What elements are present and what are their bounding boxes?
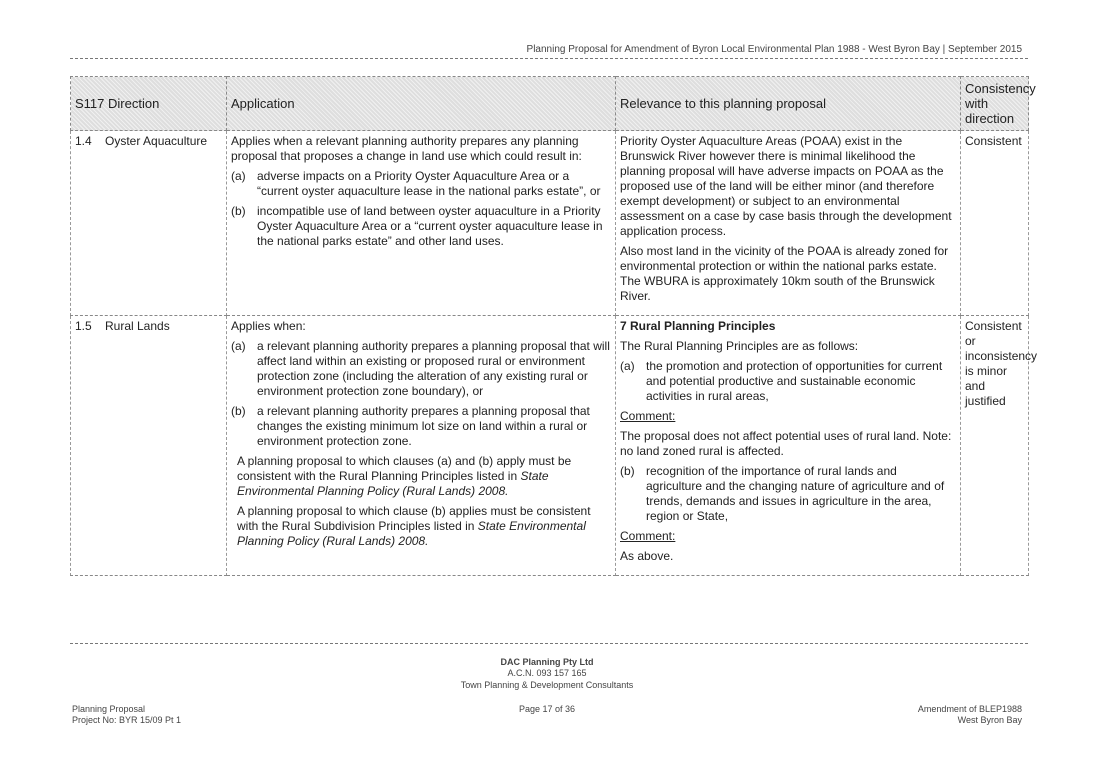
direction-number: 1.5 <box>75 319 92 333</box>
direction-number: 1.4 <box>75 134 92 148</box>
column-header-relevance: Relevance to this planning proposal <box>616 77 961 131</box>
list-item: (a) a relevant planning authority prepares a planning proposal that will affect land within an existing or proposed rural or environment protection zone (including the alteration of any existing rural or environment protection zone boundary), or <box>231 339 610 398</box>
footer-left-line1: Planning Proposal <box>72 704 146 714</box>
s117-direction-table <box>70 76 1038 576</box>
comment-text: The proposal does not affect potential uses of rural land. Note: no land zoned rural is affected. <box>620 429 952 458</box>
column-header-consistency: Consistency with direction <box>961 77 1029 131</box>
principles-intro: The Rural Planning Principles are as follows: <box>620 339 859 353</box>
footer-divider <box>70 643 1028 644</box>
page-number: Page 17 of 36 <box>518 704 576 714</box>
direction-name: Oyster Aquaculture <box>105 134 208 148</box>
application-intro: Applies when: <box>231 319 306 333</box>
table-header-row <box>71 77 1029 131</box>
header-divider <box>70 58 1028 59</box>
column-header-application: Application <box>227 77 616 131</box>
footer-acn: A.C.N. 093 157 165 <box>507 668 587 678</box>
footer-company: DAC Planning Pty Ltd <box>500 657 594 667</box>
footer-right-line1: Amendment of BLEP1988 <box>917 704 1022 714</box>
relevance-paragraph: Also most land in the vicinity of the POAA is already zoned for environmental protection or within the national parks estate. The WBURA is approximately 10km south of the Brunswick River. <box>620 244 949 303</box>
direction-cell <box>71 316 227 576</box>
list-item: (a) the promotion and protection of opportunities for current and potential productive and sustainable economic activities in rural areas, <box>620 359 943 403</box>
list-item: (b) recognition of the importance of rural lands and agriculture and the changing nature of agriculture and of trends, demands and issues in agriculture in the area, region or State, <box>620 464 945 523</box>
application-note: A planning proposal to which clause (b) applies must be consistent with the Rural Subdivision Principles listed in State Environmental Planning Policy (Rural Lands) 2008. <box>237 504 591 548</box>
footer-left-line2: Project No: BYR 15/09 Pt 1 <box>72 715 182 725</box>
comment-label: Comment: <box>620 529 676 543</box>
relevance-paragraph: Priority Oyster Aquaculture Areas (POAA) exist in the Brunswick River however there is minimal likelihood the planning proposal will have adverse impacts on POAA as the proposed use of the land will be either minor (and therefore exempt development) or subject to an environmental assessment on a case by case basis through the development application process. <box>620 134 952 238</box>
table-row <box>71 316 1029 576</box>
application-cell <box>227 131 616 316</box>
consistency-cell: Consistent or inconsistency is minor and justified <box>961 316 1029 576</box>
policy-citation: State Environmental Planning Policy (Rural Lands) 2008. <box>237 469 549 498</box>
footer-right-line2: West Byron Bay <box>957 715 1022 725</box>
direction-cell <box>71 131 227 316</box>
application-cell <box>227 316 616 576</box>
footer-tagline: Town Planning & Development Consultants <box>460 680 634 690</box>
principles-heading: 7 Rural Planning Principles <box>620 319 776 333</box>
comment-text: As above. <box>620 549 674 563</box>
relevance-cell <box>616 316 961 576</box>
list-item: (a) adverse impacts on a Priority Oyster Aquaculture Area or a “current oyster aquaculture lease in the national parks estate”, or <box>231 169 601 198</box>
direction-name: Rural Lands <box>105 319 170 333</box>
application-note: A planning proposal to which clauses (a) and (b) apply must be consistent with the Rural Planning Principles listed in State Environmental Planning Policy (Rural Lands) 2008. <box>237 454 572 498</box>
application-intro: Applies when a relevant planning authority prepares any planning proposal that proposes a change in land use which could result in: <box>231 134 582 163</box>
running-header: Planning Proposal for Amendment of Byron Local Environmental Plan 1988 - West Byron Bay | September 2015 <box>526 44 1022 55</box>
consistency-cell: Consistent <box>961 131 1029 316</box>
column-header-direction: S117 Direction <box>71 77 227 131</box>
policy-citation: State Environmental Planning Policy (Rural Lands) 2008. <box>237 519 586 548</box>
list-item: (b) a relevant planning authority prepares a planning proposal that changes the existing minimum lot size on land within a rural or environment protection zone. <box>231 404 590 448</box>
table-row <box>71 131 1029 316</box>
list-item: (b) incompatible use of land between oyster aquaculture in a Priority Oyster Aquaculture Area or a “current oyster aquaculture lease in the national parks estate” and other land uses. <box>231 204 603 248</box>
relevance-cell <box>616 131 961 316</box>
comment-label: Comment: <box>620 409 676 423</box>
